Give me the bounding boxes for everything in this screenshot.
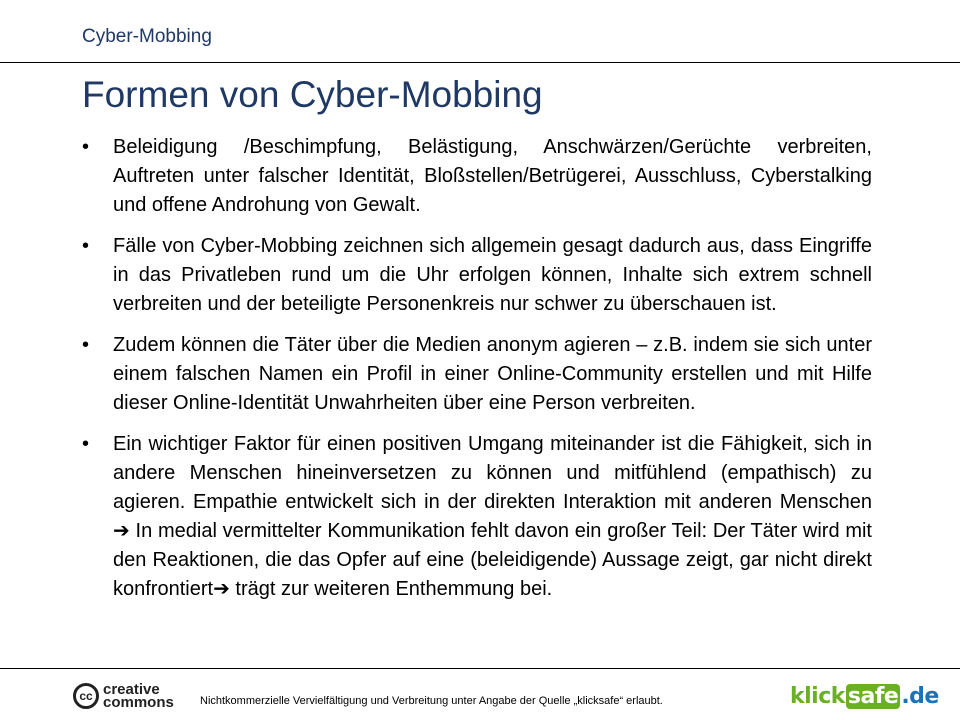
cc-icon: cc	[73, 683, 99, 709]
bullet-item	[82, 133, 872, 220]
klicksafe-logo	[790, 684, 939, 709]
logo-part-de: .de	[901, 684, 939, 709]
license-note: Nichtkommerzielle Vervielfältigung und Verbreitung unter Angabe der Quelle „klicksafe“ erlaubt.	[200, 695, 663, 707]
bullet-text: Beleidigung /Beschimpfung, Belästigung, Anschwärzen/Gerüchte verbreiten, Auftreten unter falscher Identität, Bloßstellen/Betrügerei, Ausschluss, Cyberstalking und offene Androhung von Gewalt.	[113, 136, 872, 216]
bullet-text: Zudem können die Täter über die Medien anonym agieren – z.B. indem sie sich unter einem falschen Namen ein Profil in einer Online-Community erstellen und mit Hilfe dieser Online-Identität Unwahrheiten über eine Person verbreiten.	[113, 334, 872, 414]
top-divider	[0, 62, 960, 63]
bullet-text-part: In medial vermittelter Kommunikation fehlt davon ein großer Teil: Der Täter wird mit den Reaktionen, die das Opfer auf eine (beleidigende) Aussage zeigt, gar nicht direkt konfrontiert	[113, 520, 872, 600]
bullet-item	[82, 430, 872, 604]
bottom-divider	[0, 668, 960, 669]
bullet-item	[82, 331, 872, 418]
bullet-text-part: trägt zur weiteren Enthemmung bei.	[229, 578, 553, 600]
bullet-list	[82, 133, 872, 616]
cc-word-commons: commons	[103, 694, 174, 711]
bullet-icon: •	[82, 433, 90, 455]
arrow-right-icon: ➔	[113, 520, 130, 542]
arrow-right-icon: ➔	[213, 578, 230, 600]
bullet-icon: •	[82, 334, 90, 356]
slide-title: Formen von Cyber-Mobbing	[82, 74, 543, 115]
logo-part-klick: klick	[790, 684, 845, 709]
cc-word-creative: creative	[103, 681, 160, 698]
bullet-text-part: Ein wichtiger Faktor für einen positiven Umgang miteinander ist die Fähigkeit, sich in andere Menschen hineinversetzen zu können und mitfühlend (empathisch) zu agieren. Empathie entwickelt sich in der direkten Interaktion mit anderen Menschen	[113, 433, 872, 513]
logo-part-safe: safe	[847, 684, 899, 709]
bullet-icon: •	[82, 136, 90, 158]
bullet-item	[82, 232, 872, 319]
cc-wordmark	[103, 683, 174, 709]
creative-commons-logo	[73, 683, 174, 709]
bullet-icon: •	[82, 235, 90, 257]
bullet-text: Fälle von Cyber-Mobbing zeichnen sich allgemein gesagt dadurch aus, dass Eingriffe in das Privatleben rund um die Uhr erfolgen können, Inhalte sich extrem schnell verbreiten und der beteiligte Personenkreis nur schwer zu überschauen ist.	[113, 235, 872, 315]
header-label: Cyber-Mobbing	[82, 26, 212, 47]
